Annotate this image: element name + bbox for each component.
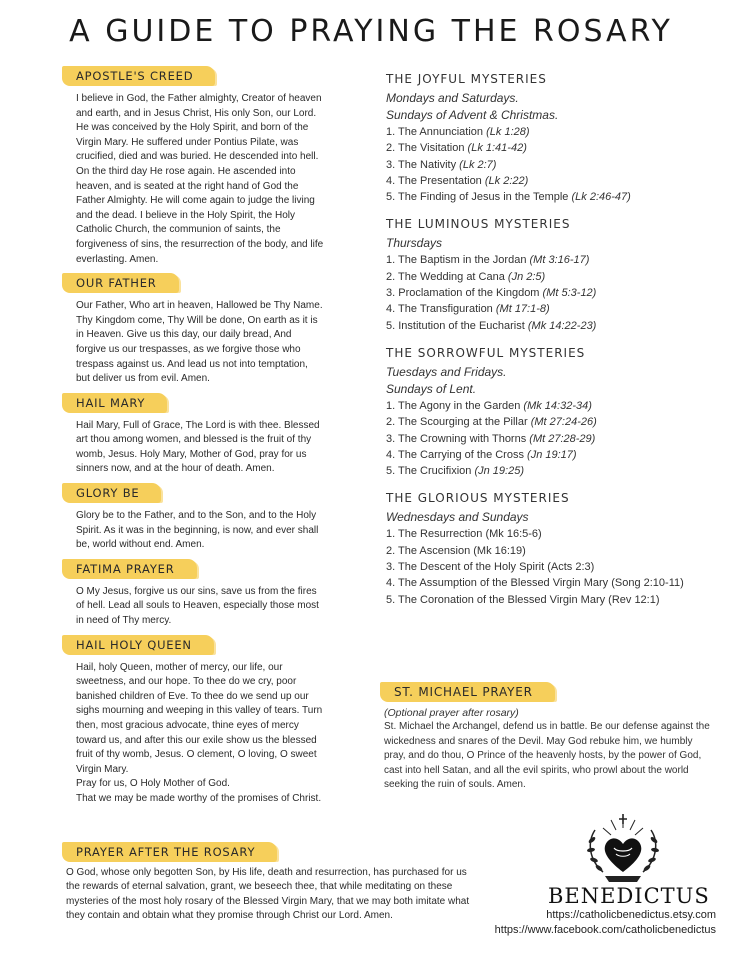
list-item: 2. The Visitation (Lk 1:41-42) [386,142,527,155]
prayer-fatima [56,559,324,629]
prayer-heading: HAIL MARY [62,393,167,413]
mystery-days: Mondays and Saturdays. [386,91,519,105]
prayer-heading: GLORY BE [62,483,161,503]
list-item: 1. The Annunciation (Lk 1:28) [386,126,530,138]
prayer-text: Glory be to the Father, and to the Son, and to the Holy Spirit. As it was in the beginning, is now, and ever shall be, world without end. Amen. [76,510,319,551]
list-item: 5. Institution of the Eucharist (Mk 14:22-23) [386,319,597,332]
benedictus-logo [548,810,710,908]
list-item: 1. The Agony in the Garden (Mk 14:32-34) [386,399,592,412]
list-item: 2. The Ascension (Mk 16:19) [386,544,526,557]
prayer-text: Hail, holy Queen, mother of mercy, our life, our sweetness, and our hope. To thee do we cry, poor banished children of Eve. To thee do we send up our sighs mourning and weeping in this valley of tears. Turn then, most gracious advocate, thine eyes of mercy toward us, and after this our exile show us the blessed fruit of thy womb, Jesus. O clement, O loving, O sweet Virgin Mary. [76,661,323,775]
prayer-text: I believe in God, the Father almighty, Creator of heaven and earth, and in Jesus Christ, His only Son, our Lord. He was conceived by the Holy Spirit, and born of the Virgin Mary. He suffered under Pontius Pilate, was crucified, died and was buried. He descended into hell. On the third day He rose again. He ascended into heaven, and is seated at the right hand of God the Father Almighty. He will come again to judge the living and the dead. I believe in the Holy Spirit, the Holy Catholic Church, the communion of saints, the forgiveness of sins, the resurrection of the body, and life everlasting. Amen. [76,93,324,265]
list-item: 2. The Wedding at Cana (Jn 2:5) [386,270,546,283]
mystery-days: Wednesdays and Sundays [386,510,529,525]
prayer-heading: APOSTLE'S CREED [62,66,215,86]
list-item: 5. The Crucifixion (Jn 19:25) [386,465,524,478]
list-item: 4. The Transfiguration (Mt 17:1-8) [386,303,550,316]
sacred-heart-emblem-icon [581,810,665,886]
prayer-text: That we may be made worthy of the promises of Christ. [76,792,322,804]
prayer-text: Hail Mary, Full of Grace, The Lord is with thee. Blessed art thou among women, and blessed is the fruit of thy womb, Jesus. Holy Mary, Mother of God, pray for us sinners now, and at the hour of death. Amen. [76,419,320,475]
brand-links [495,908,716,938]
st-michael-prayer [374,682,714,793]
prayer-text: Our Father, Who art in heaven, Hallowed be Thy Name. Thy Kingdom come, Thy Will be done, On earth as it is in Heaven. Give us this day, our daily bread, And forgive us our trespasses, as we forgive those who trespass against us. And lead us not into temptation, but deliver us from evil. Amen. [76,300,323,385]
glorious-mysteries [386,491,706,607]
mystery-list [386,252,706,333]
prayers-column [56,66,324,813]
mystery-days: Sundays of Advent & Christmas. [386,108,559,122]
prayer-text: O God, whose only begotten Son, by His life, death and resurrection, has purchased for us the rewards of eternal salvation, grant, we beseech thee, that while meditating on these mysteries of the most holy rosary of the Blessed Virgin Mary, that we may both imitate what they contain and obtain what they promise through Christ our Lord. Amen. [66,867,470,922]
prayer-note: (Optional prayer after rosary) [384,707,519,719]
prayer-our-father [56,273,324,387]
mystery-list [386,398,706,479]
prayer-text: O My Jesus, forgive us our sins, save us from the fires of hell. Lead all souls to Heaven, especially those most in need of Thy mercy. [76,585,319,627]
list-item: 3. Proclamation of the Kingdom (Mt 5:3-12) [386,287,597,300]
mystery-title: THE JOYFUL MYSTERIES [386,72,547,86]
etsy-link[interactable]: https://catholicbenedictus.etsy.com [546,909,716,921]
list-item: 4. The Assumption of the Blessed Virgin Mary (Song 2:10-11) [386,577,684,590]
mystery-list [386,526,706,607]
list-item: 3. The Crowning with Thorns (Mt 27:28-29) [386,432,596,445]
prayer-text: St. Michael the Archangel, defend us in battle. Be our defense against the wickedness and snares of the Devil. May God rebuke him, we humbly pray, and do thou, O Prince of the heavenly hosts, by the power of God, cast into hell Satan, and all the evil spirits, who prowl about the world seeking the ruin of souls. Amen. [384,721,710,790]
mystery-title: THE LUMINOUS MYSTERIES [386,217,571,232]
prayer-heading: ST. MICHAEL PRAYER [380,682,555,702]
list-item: 4. The Carrying of the Cross (Jn 19:17) [386,448,577,461]
list-item: 2. The Scourging at the Pillar (Mt 27:24-26) [386,416,597,429]
mystery-days: Thursdays [386,236,443,251]
prayer-hail-mary [56,393,324,477]
mystery-title: THE GLORIOUS MYSTERIES [386,491,570,506]
prayer-heading: PRAYER AFTER THE ROSARY [62,842,277,862]
prayer-apostles-creed [56,66,324,267]
list-item: 1. The Resurrection (Mk 16:5-6) [386,528,542,541]
page-title: A GUIDE TO PRAYING THE ROSARY [69,14,673,49]
joyful-mysteries [386,72,706,205]
list-item: 4. The Presentation (Lk 2:22) [386,174,529,187]
mystery-title: THE SORROWFUL MYSTERIES [386,345,586,360]
list-item: 3. The Descent of the Holy Spirit (Acts 2:3) [386,561,595,574]
facebook-link[interactable]: https://www.facebook.com/catholicbenedictus [494,924,716,936]
prayer-glory-be [56,483,324,553]
list-item: 3. The Nativity (Lk 2:7) [386,158,497,171]
prayer-text: Pray for us, O Holy Mother of God. [76,778,230,790]
prayer-heading: FATIMA PRAYER [62,559,197,579]
prayer-heading: HAIL HOLY QUEEN [62,635,214,655]
luminous-mysteries [386,217,706,333]
brand-name: BENEDICTUS [548,884,710,908]
list-item: 1. The Baptism in the Jordan (Mt 3:16-17) [386,254,590,267]
mystery-list [386,124,706,205]
prayer-after-rosary [58,842,478,924]
mysteries-column [386,72,706,620]
mystery-days: Sundays of Lent. [386,381,477,396]
list-item: 5. The Coronation of the Blessed Virgin Mary (Rev 12:1) [386,593,660,606]
mystery-days: Tuesdays and Fridays. [386,364,507,379]
sorrowful-mysteries [386,346,706,479]
prayer-hail-holy-queen [56,635,324,807]
prayer-heading: OUR FATHER [62,273,179,293]
list-item: 5. The Finding of Jesus in the Temple (Lk 2:46-47) [386,191,631,204]
